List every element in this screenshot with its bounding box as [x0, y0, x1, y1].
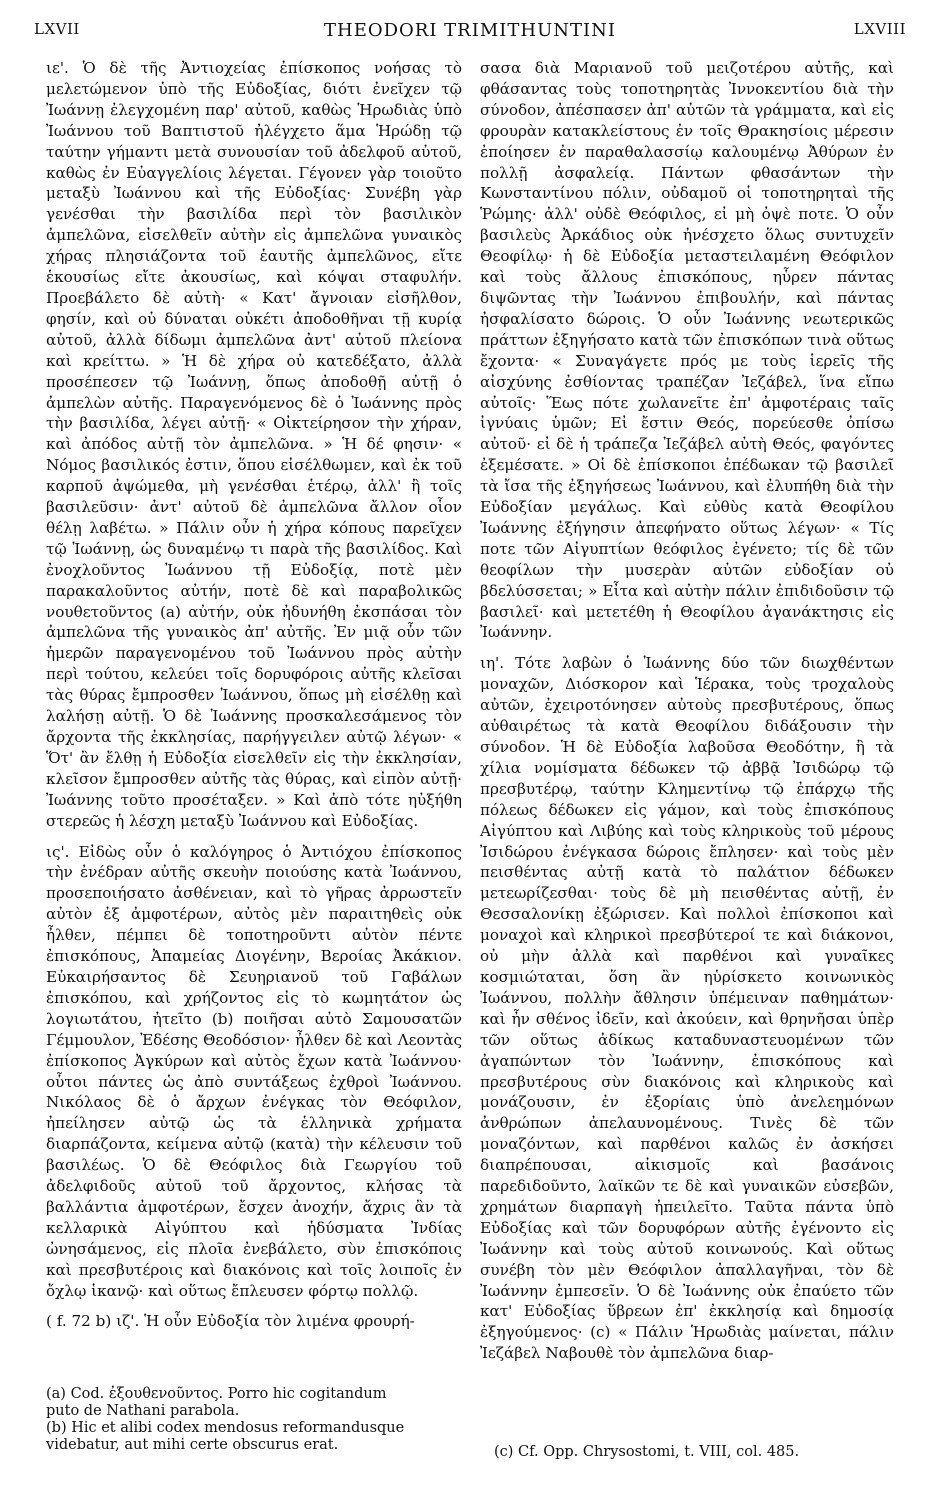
paragraph-17-continued: σασα διὰ Μαριανοῦ τοῦ μειζοτέρου αὐτῆς, καὶ φθάσαντας τοὺς τοποτηρητὰς Ἰννοκεντίου διὰ τὴν σύνοδον, ἀπέσπασεν ἀπ' αὐτῶν τὰ γράμματα, καὶ εἰς φρουρὰν κατακλείστους ἐν τοῖς Θρακησίοις μέρεσιν ἐποίησεν ἐν παραθαλασσίῳ καλουμένῳ Ἀθύρων ἐν πολλῇ ἀσφαλείᾳ. Πάντων φθασάντων τὴν Κωνσταντίνου πόλιν, οὐδαμοῦ οἱ τοποτηρηταὶ τῆς Ῥώμης· ἀλλ' οὐδὲ Θεόφιλος, εἰ μὴ ὀψὲ ποτε. Ὁ οὖν βασιλεὺς Ἀρκάδιος οὐκ ἠνέσχετο ὅλως συντυχεῖν Θεοφίλῳ· ἡ δὲ Εὐδοξία μεταστειλαμένη Θεόφιλον καὶ τοὺς ἄλλους ἐπισκόπους, ηὗρεν πάντας διψῶντας τὴν Ἰωάννου ἐπιβουλήν, καὶ πάντας ἠσφαλίσατο δώροις. Ὁ οὖν Ἰωάννης νεωτερικῶς πράττων ἐξηγήσατο κατὰ τῶν ἐπισκόπων τινὰ οὕτως ἔχοντα· « Συναγάγετε πρός με τοὺς ἱερεῖς τῆς αἰσχύνης ἐσθίοντας τραπέζαν Ἰεζάβελ, ἵνα εἴπω αὐτοῖς· Ἕως πότε χωλανεῖτε ἐπ' ἀμφοτέραις ταῖς ἰγνύαις ὑμῶν; Εἰ ἔστιν Θεός, πορεύεσθε ὀπίσω αὐτοῦ· εἰ δὲ ἡ τράπεζα Ἰεζάβελ αὐτὴ Θεός, φαγόντες ἐξεμέσατε. » Οἱ δὲ ἐπίσκοποι ἐπέδωκαν τῷ βασιλεῖ τὰ ἴσα τῆς ἐξηγήσεως Ἰωάννου, καὶ ἐλυπήθη διὰ τὴν Εὐδοξίαν μεγάλως. Καὶ εὐθὺς κατὰ Θεοφίλου Ἰωάννης ἐξήγησιν ἀπεφήνατο οὕτως λέγων· « Τίς ποτε τῶν Αἰγυπτίων θεόφιλος ἐγένετο; τίς δὲ τῶν θεοφίλων τὴν μυσερὰν αὐτῶν εὐδοξίαν οὐ βδελύσσεται; » Εἶτα καὶ αὐτὴν πάλιν ἐπιδιδοῦσιν τῷ βασιλεῖ· καὶ μετετέθη ἡ Θεοφίλου ἀγανάκτησις εἰς Ἰωάννην.	[480, 59, 894, 642]
page-number-left: LXVII	[34, 20, 80, 38]
footnote-line: (c) Cf. Opp. Chrysostomi, t. VIII, col. 485.	[494, 1444, 800, 1460]
paragraph-17-start: ( f. 72 b) ιζ'. Ἡ οὖν Εὐδοξία τὸν λιμένα φρουρή-	[46, 1312, 415, 1331]
footnote-line: (a) Cod. ἐξουθενοῦντος. Porro hic cogitandum	[46, 1386, 387, 1402]
footnote-c	[494, 1444, 894, 1461]
footnote-line: videbatur, aut mihi certe obscurus erat.	[46, 1436, 339, 1453]
paragraph-16: ις'. Εἰδὼς οὖν ὁ καλόγηρος ὁ Ἀντιόχου ἐπίσκοπος τὴν ἐνέδραν αὐτῆς σκευὴν ποιούσης κατὰ Ἰωάννου, προσεποιήσατο ἀσθένειαν, καὶ τὸ γῆρας ἀρρωστεῖν αὐτὸν ἐξ ἀμφοτέρων, αὐτὸς μὲν παραιτηθεὶς οὐκ ἦλθεν, πέμπει δὲ τοποτηροῦντι αὐτὸν πέντε ἐπισκόπους, Ἀπαμείας Διογένην, Βεροίας Ἀκάκιον. Εὐκαιρήσαντος δὲ Σευηριανοῦ τοῦ Γαβάλων ἐπισκόπου, καὶ χρήζοντος εἰς τὸ κωμητάτον ὡς λογιωτάτου, ἠτεῖτο (b) ποιῆσαι αὐτὸ Σαμουσατῶν Γέμμουλον, Ἐδέσης Θεοδόσιον· ἦλθεν δὲ καὶ Λεοντὰς ἐπίσκοπος Ἀγκύρων καὶ αὐτὸς ἔχων κατὰ Ἰωάννου· οὗτοι πάντες ὡς ἀπὸ συντάξεως ἐχθροὶ Ἰωάννου. Νικόλαος δὲ ὁ ἄρχων ἐνέγκας τὸν Θεόφιλον, ἠπείλησεν αὐτῷ ὡς τὰ ἑλληνικὰ χρήματα διαρπάζοντα, κείμενα αὐτῷ (κατὰ) τὴν κέλευσιν τοῦ βασιλέως. Ὁ δὲ Θεόφιλος διὰ Γεωργίου τοῦ ἀδελφιδοῦς αὐτοῦ τοῦ ἄρχοντος, κλήσας τὰ βαλλάντια ἀμφοτέρων, ἔσχεν ἀνοχήν, ἄχρις ἂν τὰ κελλαρικὰ Αἰγύπτου καὶ ἡδύσματα Ἰνδίας ὠνησάμενος, εἰς πλοῖα ἐνεβάλετο, σὺν ἐπισκόποις καὶ πρεσβυτέροις καὶ διακόνοις καὶ τοῖς λοιποῖς ἐν ὄχλῳ ἱκανῷ· καὶ οὕτως ἔπλευσεν φόρτῳ πολλῷ.	[46, 842, 462, 1300]
right-column	[480, 58, 894, 1374]
paragraph-15: ιε'. Ὁ δὲ τῆς Ἀντιοχείας ἐπίσκοπος νοήσας τὸ μελετώμενον ὑπὸ τῆς Εὐδοξίας, διότι ἐνεῖχεν τῷ Ἰωάννῃ ἐλεγχομένη παρ' αὐτοῦ, καθὼς Ἡρωδιὰς ὑπὸ Ἰωάννου τοῦ Βαπτιστοῦ ἠλέγχετο ἅμα Ἡρώδῃ τῷ ταύτην γήμαντι μετὰ συνουσίαν τοῦ ἀδελφοῦ αὐτοῦ, καθὼς ἐν Εὐαγγελίοις λέγεται. Γέγονεν γὰρ τοιοῦτο μεταξὺ Ἰωάννου καὶ τῆς Εὐδοξίας· Συνέβη γὰρ γενέσθαι τὴν βασιλίδα περὶ τὸν βασιλικὸν ἀμπελῶνα, εἰσελθεῖν αὐτὴν εἰς ἀμπελῶνα γυναικὸς χήρας πλησιάζοντα τοῦ ἑαυτῆς ἀμπελῶνος, εἴτε ἑκουσίως εἴτε ἀκουσίως, καὶ κόψαι σταφυλήν. Προεβάλετο δὲ αὐτὴ· « Κατ' ἄγνοιαν εἰσῆλθον, φησίν, καὶ οὐ δύναται οὐκέτι ἀποδοθῆναι τῇ κυρίᾳ αὐτοῦ, ἀλλὰ δίδωμι ἀμπελῶνα ἀντ' αὐτοῦ πλείονα καὶ κρείττω. » Ἡ δὲ χήρα οὐ κατεδέξατο, ἀλλὰ προσέπεσεν τῷ Ἰωάννῃ, ὅπως ἀποδοθῇ αὐτῇ ὁ ἀμπελὼν αὐτῆς. Παραγενόμενος δὲ ὁ Ἰωάννης πρὸς τὴν βασιλίδα, λέγει αὐτῇ· « Οἰκτείρησον τὴν χήραν, καὶ ἀπόδος αὐτῇ τὸν ἀμπελῶνα. » Ἡ δέ φησιν· « Νόμος βασιλικός ἐστιν, ὅπου εἰσέλθωμεν, καὶ ἐκ τοῦ καρποῦ ἀψώμεθα, μὴ γενέσθαι ἑτέρῳ, ἀλλ' ἢ τοῖς βασιλεῦσιν· ἀντ' αὐτοῦ δὲ ἀμπελῶνα ἄλλον οἷον θέλῃ λαβέτω. » Πάλιν οὖν ἡ χήρα κόπους παρεῖχεν τῷ Ἰωάννῃ, ὡς δυναμένῳ τι παρὰ τῆς βασιλίδος. Καὶ ἐνοχλοῦντος Ἰωάννου τῇ Εὐδοξίᾳ, ποτὲ μὲν παρακαλοῦντος αὐτήν, ποτὲ δὲ καὶ παραβολικῶς νουθετοῦντος (a) αὐτήν, οὐκ ἠδυνήθη ἐκσπάσαι τὸν ἀμπελῶνα τῆς γυναικὸς ἀπ' αὐτῆς. Ἐν μιᾷ οὖν τῶν ἡμερῶν παραγενομένου τοῦ Ἰωάννου πρὸς αὐτὴν περὶ τούτου, κελεύει τοῖς δορυφόροις αὐτῆς κλεῖσαι τὰς θύρας ἔμπροσθεν Ἰωάννου, ὅπως μὴ εἰσέλθῃ καὶ λαλήσῃ αὐτῇ. Ὁ δὲ Ἰωάννης προσκαλεσάμενος τὸν ἄρχοντα τῆς ἐκκλησίας, παρήγγειλεν αὐτῷ λέγων· « Ὅτ' ἂν ἔλθῃ ἡ Εὐδοξία εἰσελθεῖν εἰς τὴν ἐκκλησίαν, κλεῖσον ἔμπροσθεν αὐτῆς τὰς θύρας, καὶ εἰπὸν αὐτῇ· Ἰωάννης τοῦτο προσέταξεν. » Καὶ ἀπὸ τότε ηὐξήθη στερεῶς ἡ λέσχη μεταξὺ Ἰωάννου καὶ Εὐδοξίας.	[46, 59, 462, 830]
page-number-right: LXVIII	[853, 20, 906, 38]
left-column	[46, 58, 462, 1342]
page-header	[34, 20, 906, 46]
footnote-b	[46, 1420, 466, 1453]
footnote-a	[46, 1386, 466, 1419]
footnote-line: puto de Nathani parabola.	[46, 1402, 240, 1419]
paragraph-18: ιη'. Τότε λαβὼν ὁ Ἰωάννης δύο τῶν διωχθέντων μοναχῶν, Διόσκορον καὶ Ἱέρακα, τοὺς τροχαλοὺς αὐτῶν, ἐχειροτόνησεν αὐτοὺς πρεσβυτέρους, ὅπως αὐθαιρέτως τὰ κατὰ Θεοφίλου διδάξουσιν τὴν σύνοδον. Ἡ δὲ Εὐδοξία λαβοῦσα Θεοδότην, ἢ τὰ χίλια νομίσματα δέδωκεν τῷ ἀββᾷ Ἰσιδώρῳ τῷ πρεσβυτέρῳ, ταύτην Κλημεντίνῳ τῷ ἐπάρχῳ τῆς πόλεως δέδωκεν εἰς γάμον, καὶ τοὺς ἐπισκόπους Αἰγύπτου καὶ Λιβύης καὶ τοὺς κληρικοὺς τοῦ μέρους Ἰσιδώρου ἐνέγκασα δώροις ἔπλησεν· καὶ τοὺς μὲν πεισθέντας αὐτῇ κατὰ τὸ παλάτιον δέδωκεν μετεωρίζεσθαι· τοὺς δὲ μὴ πεισθέντας αὐτῇ, ἐν Θεσσαλονίκῃ ἐξώρισεν. Καὶ πολλοὶ ἐπίσκοποι καὶ μοναχοὶ καὶ κληρικοὶ πρεσβύτεροί τε καὶ διάκονοι, οὐ μὴν ἀλλὰ καὶ παρθένοι καὶ γυναῖκες κοσμιώταται, ὅση ἂν ηὑρίσκετο κοινωνικὸς Ἰωάννου, πολλὴν ἄθλησιν ὑπέμειναν παθημάτων· καὶ ἦν σθένος ἰδεῖν, καὶ ἀκούειν, καὶ θρηνῆσαι ὑπὲρ τῶν οὕτως ἀδίκως καταδυναστευομένων τῶν ἀγαπώντων τὸν Ἰωάννην, ἐπισκόπους καὶ πρεσβυτέρους σὺν διακόνοις καὶ κληρικοὺς καὶ μονάζουσιν, ἐν ἐξορίαις ὑπὸ ἀνελεημόνων ἀνθρώπων ἀπελαυνομένους. Τινὲς δὲ τῶν μοναζόντων, καὶ παρθένοι καλῶς ἐν ἀσκήσει διαπρέπουσαι, αἰκισμοῖς καὶ βασάνοις παρεδιδοῦντο, λαϊκῶν τε δὲ καὶ γυναικῶν εὐσεβῶν, χρημάτων διαρπαγὴ ἠπειλεῖτο. Ταῦτα πάντα ὑπὸ Εὐδοξίας καὶ τῶν δορυφόρων αὐτῆς ἐγένοντο εἰς Ἰωάννην καὶ τοὺς αὐτοῦ κοινωνούς. Καὶ οὕτως συνέβη τὸν μὲν Θεόφιλον ἀπαλλαγῆναι, τὸν δὲ Ἰωάννην ἐμπεσεῖν. Ὁ δὲ Ἰωάννης οὐκ ἐπαύετο τῶν κατ' Εὐδοξίας ὕβρεων ἐπ' ἐκκλησίᾳ καὶ δημοσίᾳ ἐξηγούμενος· (c) « Πάλιν Ἡρωδιὰς μαίνεται, πάλιν Ἰεζάβελ Ναβουθὲ τὸν ἀμπελῶνα διαρ-	[480, 654, 894, 1363]
footnote-line: (b) Hic et alibi codex mendosus reformandusque	[46, 1420, 405, 1436]
footnotes-left	[46, 1386, 466, 1454]
running-title: THEODORI TRIMITHUNTINI	[324, 20, 616, 41]
footnotes-right	[494, 1444, 894, 1462]
